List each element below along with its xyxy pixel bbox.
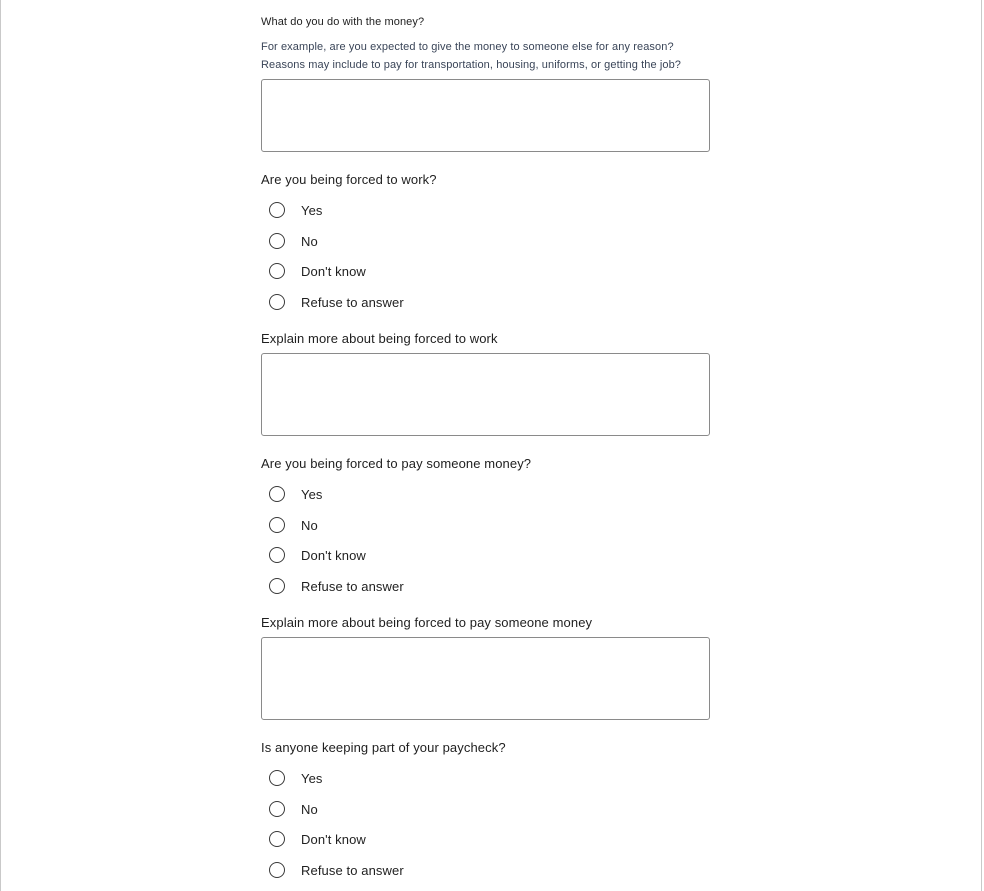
forced-pay-question: Are you being forced to pay someone money?: [261, 456, 532, 471]
radio-label: No: [301, 801, 318, 817]
forced-work-option-refuse[interactable]: [269, 292, 404, 312]
money-use-hint-line1: For example, are you expected to give the money to someone else for any reason?: [261, 41, 674, 53]
forced-pay-option-refuse[interactable]: [269, 576, 404, 596]
radio-label: Don't know: [301, 547, 366, 563]
radio-button[interactable]: [269, 801, 285, 817]
radio-button[interactable]: [269, 547, 285, 563]
radio-button[interactable]: [269, 578, 285, 594]
money-use-textarea[interactable]: [261, 79, 710, 152]
radio-button[interactable]: [269, 831, 285, 847]
radio-button[interactable]: [269, 233, 285, 249]
money-use-question: What do you do with the money?: [261, 16, 425, 28]
radio-label: No: [301, 233, 318, 249]
paycheck-option-refuse[interactable]: [269, 860, 404, 880]
radio-label: Refuse to answer: [301, 862, 404, 878]
forced-pay-option-no[interactable]: [269, 515, 318, 535]
paycheck-option-yes[interactable]: [269, 768, 323, 788]
paycheck-option-dont-know[interactable]: [269, 829, 366, 849]
radio-button[interactable]: [269, 294, 285, 310]
forced-work-explain-label: Explain more about being forced to work: [261, 331, 498, 346]
radio-label: Yes: [301, 486, 323, 502]
radio-button[interactable]: [269, 862, 285, 878]
money-use-hint: [261, 38, 731, 74]
forced-work-option-no[interactable]: [269, 231, 318, 251]
money-use-hint-line2: Reasons may include to pay for transportation, housing, uniforms, or getting the job?: [261, 59, 682, 71]
forced-work-option-yes[interactable]: [269, 200, 323, 220]
radio-button[interactable]: [269, 486, 285, 502]
radio-label: Refuse to answer: [301, 578, 404, 594]
radio-button[interactable]: [269, 517, 285, 533]
radio-label: Refuse to answer: [301, 294, 404, 310]
forced-work-question: Are you being forced to work?: [261, 172, 437, 187]
forced-pay-explain-textarea[interactable]: [261, 637, 710, 720]
radio-button[interactable]: [269, 202, 285, 218]
radio-label: Yes: [301, 770, 323, 786]
forced-pay-option-yes[interactable]: [269, 484, 323, 504]
forced-pay-explain-label: Explain more about being forced to pay someone money: [261, 615, 593, 630]
radio-label: No: [301, 517, 318, 533]
radio-button[interactable]: [269, 770, 285, 786]
paycheck-question: Is anyone keeping part of your paycheck?: [261, 740, 506, 755]
forced-pay-option-dont-know[interactable]: [269, 545, 366, 565]
radio-button[interactable]: [269, 263, 285, 279]
radio-label: Don't know: [301, 263, 366, 279]
paycheck-option-no[interactable]: [269, 799, 318, 819]
radio-label: Yes: [301, 202, 323, 218]
forced-work-explain-textarea[interactable]: [261, 353, 710, 436]
forced-work-option-dont-know[interactable]: [269, 261, 366, 281]
radio-label: Don't know: [301, 831, 366, 847]
